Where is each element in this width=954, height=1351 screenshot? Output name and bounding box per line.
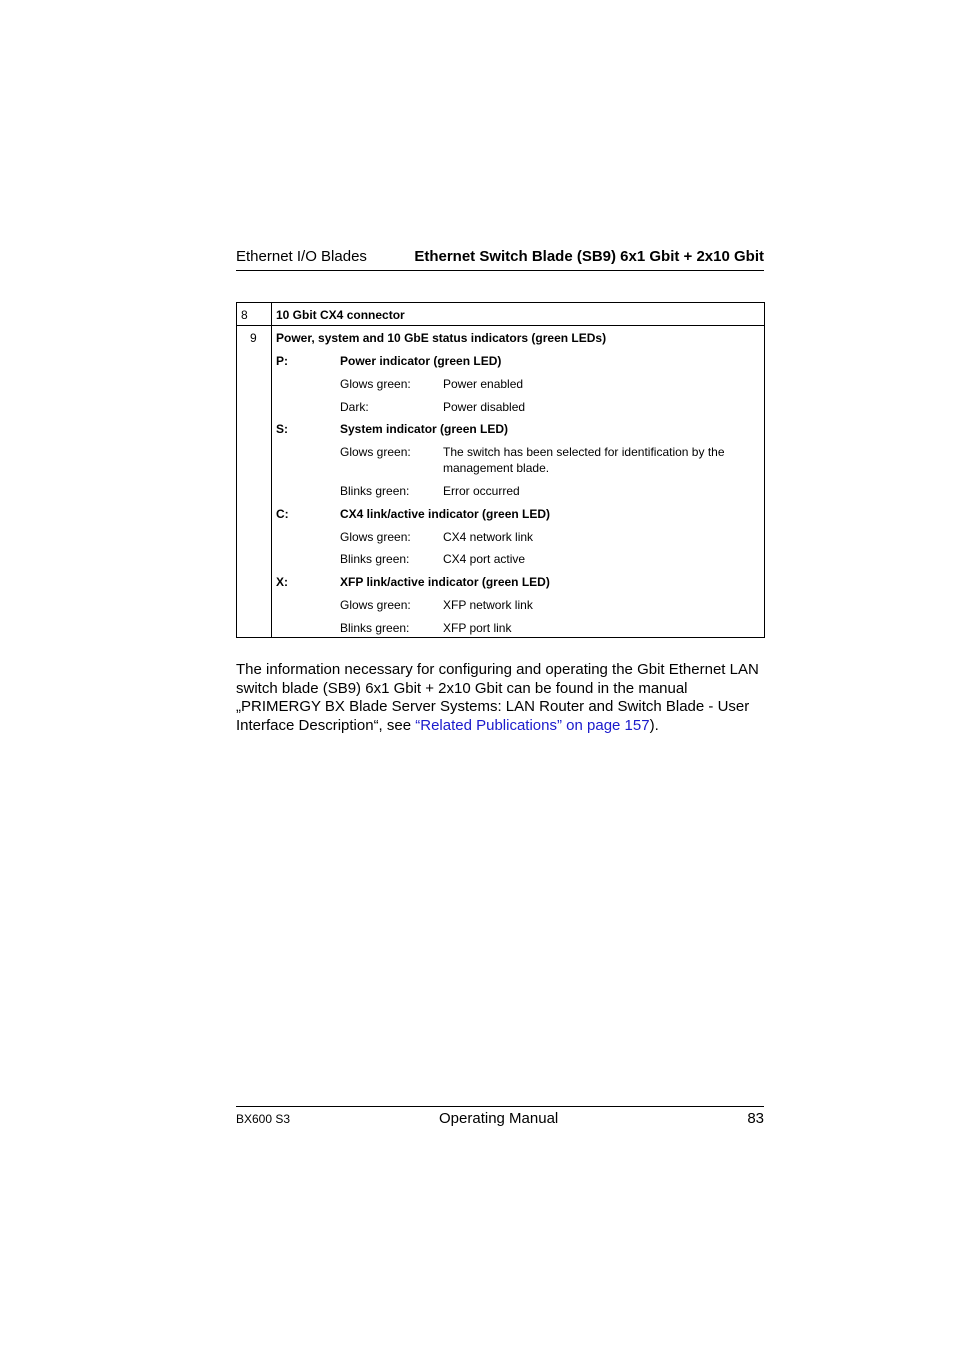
- footer-manual-title: Operating Manual: [439, 1110, 559, 1127]
- row-number: 8: [241, 308, 248, 322]
- indicator-key: P:: [276, 354, 288, 368]
- indicator-key: C:: [276, 507, 289, 521]
- page-number: 83: [747, 1110, 764, 1127]
- indicator-state: Blinks green:: [340, 484, 410, 498]
- indicator-description: The switch has been selected for identification by the management blade.: [443, 445, 725, 475]
- indicator-state: Glows green:: [340, 530, 411, 544]
- led-indicator-table: [236, 302, 765, 638]
- indicator-description: XFP port link: [443, 621, 512, 635]
- table-row: [237, 326, 764, 637]
- table-row: [237, 303, 764, 326]
- indicator-description: Power disabled: [443, 400, 526, 414]
- row-title: 10 Gbit CX4 connector: [276, 308, 405, 322]
- body-paragraph: [236, 661, 766, 735]
- indicator-description: CX4 port active: [443, 552, 526, 566]
- page-header: [236, 248, 764, 271]
- indicator-description: CX4 network link: [443, 530, 534, 544]
- row-number: 9: [250, 331, 257, 345]
- indicator-description: Power enabled: [443, 377, 524, 391]
- header-section-title: Ethernet I/O Blades: [236, 248, 367, 265]
- indicator-state: Glows green:: [340, 598, 411, 612]
- indicator-label: Power indicator (green LED): [340, 354, 502, 368]
- indicator-state: Blinks green:: [340, 621, 410, 635]
- paragraph-text-end: ).: [649, 716, 659, 734]
- page-footer: [236, 1106, 764, 1131]
- header-chapter-title: Ethernet Switch Blade (SB9) 6x1 Gbit + 2x10 Gbit: [414, 248, 764, 265]
- indicator-state: Blinks green:: [340, 552, 410, 566]
- indicator-state: Glows green:: [340, 377, 411, 391]
- indicator-label: CX4 link/active indicator (green LED): [340, 507, 551, 521]
- indicator-state: Dark:: [340, 400, 369, 414]
- indicator-description: XFP network link: [443, 598, 533, 612]
- indicator-state: Glows green:: [340, 445, 411, 459]
- related-publications-link[interactable]: “Related Publications” on page 157: [415, 716, 650, 734]
- footer-product: BX600 S3: [236, 1112, 291, 1126]
- paragraph-text: The information necessary for configuring and operating the Gbit Ethernet LAN switch blade (SB9) 6x1 Gbit + 2x10 Gbit can be found in the manual „PRIMERGY BX Blade Server Systems: LAN Router and Switch Blade - User Interface Description“, see: [236, 661, 759, 734]
- indicator-key: S:: [276, 422, 288, 436]
- indicator-label: System indicator (green LED): [340, 422, 509, 436]
- indicator-label: XFP link/active indicator (green LED): [340, 575, 550, 589]
- indicator-description: Error occurred: [443, 484, 520, 498]
- indicator-key: X:: [276, 575, 288, 589]
- row-title: Power, system and 10 GbE status indicators (green LEDs): [276, 331, 607, 345]
